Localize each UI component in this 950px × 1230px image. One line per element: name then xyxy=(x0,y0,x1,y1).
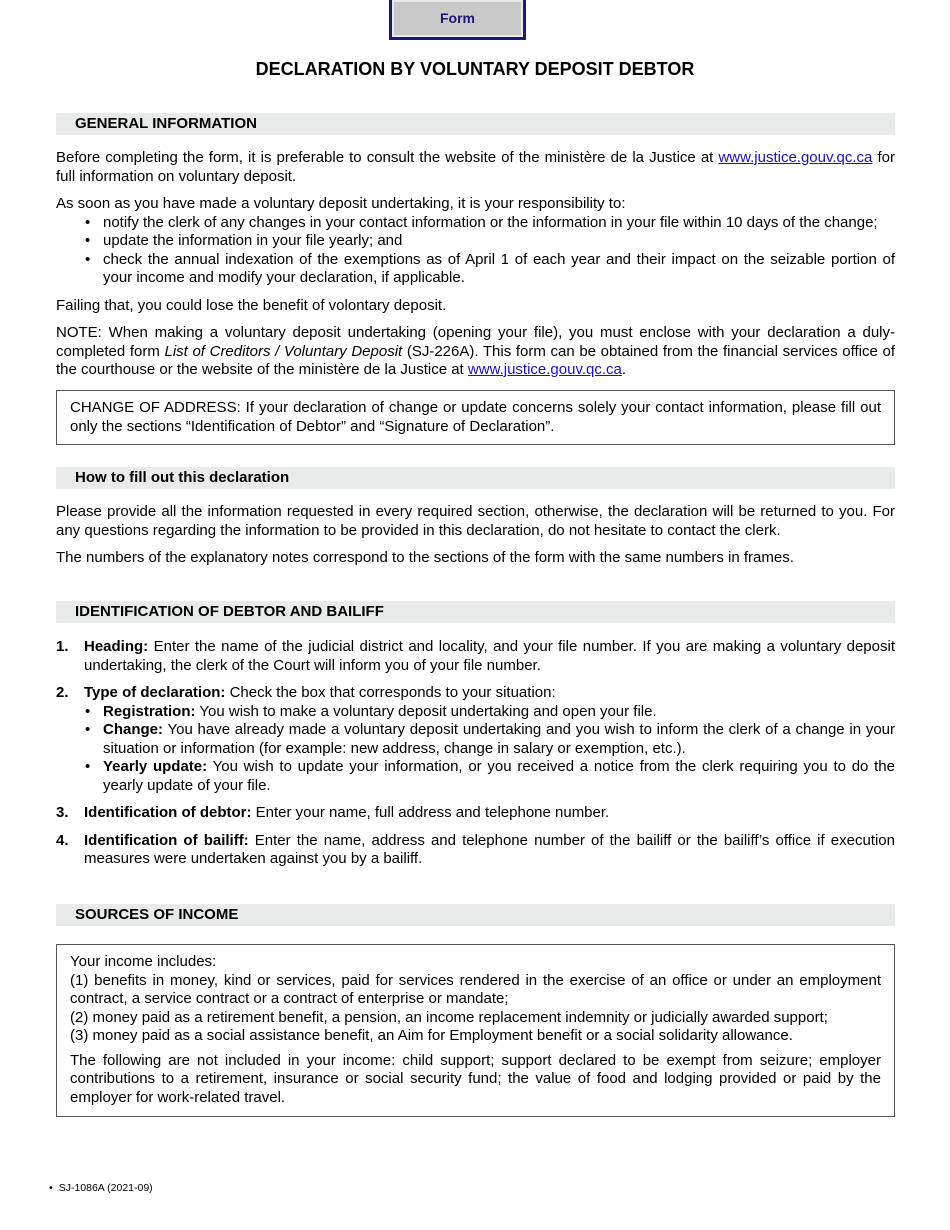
note-number: 2. xyxy=(56,684,69,701)
intro-text: Before completing the form, it is preferable to consult the website of the ministère de la Justice at xyxy=(56,149,719,166)
form-button[interactable]: Form xyxy=(389,0,526,40)
note-text: Enter your name, full address and telephone number. xyxy=(251,804,610,821)
identification-list xyxy=(56,638,895,869)
note-text-cont: (SJ-226A). This form can be obtained from the financial services office of the courthouse or the website of the ministère de la Justice at xyxy=(56,342,895,378)
page-title: DECLARATION BY VOLUNTARY DEPOSIT DEBTOR xyxy=(255,59,695,79)
income-line: (2) money paid as a retirement benefit, a pension, an income replacement indemnity or judicially awarded support; xyxy=(70,1008,828,1026)
failing-paragraph: Failing that, you could lose the benefit of volontary deposit. xyxy=(56,296,447,314)
howto-block xyxy=(56,503,895,568)
numbered-note xyxy=(56,638,895,675)
intro-paragraph xyxy=(56,149,895,186)
note-form-title: List of Creditors / Voluntary Deposit xyxy=(164,342,403,360)
note-number: 4. xyxy=(56,831,69,849)
income-excluded: The following are not included in your income: child support; support declared to be exempt from seizure; employer contributions to a retirement, insurance or social security fund; the value of food and lodging provided or paid by the employer for work-related travel. xyxy=(70,1051,881,1106)
sub-label: Change: xyxy=(103,721,163,738)
numbered-note xyxy=(56,832,895,869)
note-paragraph xyxy=(56,324,895,380)
justice-website-link-note[interactable]: www.justice.gouv.qc.ca xyxy=(467,361,622,378)
responsibility-list xyxy=(56,214,895,288)
note-text: NOTE: When making a voluntary deposit undertaking (opening your file), you must enclose with your declaration a duly-completed form xyxy=(56,324,895,360)
general-info-block xyxy=(56,149,895,380)
list-item xyxy=(84,758,895,795)
list-item xyxy=(84,703,895,722)
note-label: Type of declaration: xyxy=(84,684,226,701)
note-text: Enter the name of the judicial district and locality, and your file number. If you are making a voluntary deposit undertaking, the clerk of the Court will inform you of your file number. xyxy=(84,638,895,674)
howto-numbers-paragraph: The numbers of the explanatory notes correspond to the sections of the form with the same numbers in frames. xyxy=(56,549,794,566)
form-code: SJ-1086A (2021-09) xyxy=(58,1182,153,1194)
sub-text: You wish to update your information, or you received a notice from the clerk requiring you to do the yearly update of your file. xyxy=(103,758,895,794)
sub-label: Yearly update: xyxy=(103,758,208,775)
sub-text: You wish to make a voluntary deposit undertaking and open your file. xyxy=(195,702,657,720)
income-box xyxy=(56,944,895,1117)
list-item: • update the information in your file yearly; and xyxy=(56,232,895,251)
section-heading-howto: How to fill out this declaration xyxy=(56,467,895,489)
list-item: • check the annual indexation of the exemptions as of April 1 of each year and their impact on the seizable portion of your income and modify your declaration, if applicable. xyxy=(56,251,895,288)
numbered-note xyxy=(56,804,895,823)
declaration-type-list xyxy=(84,703,895,796)
note-period: . xyxy=(621,361,627,378)
bullet-dot: • xyxy=(49,1182,53,1194)
note-label: Identification of bailiff: xyxy=(84,831,249,849)
section-heading-income: SOURCES OF INCOME xyxy=(56,904,895,926)
sub-text: You have already made a voluntary deposit undertaking and you wish to inform the clerk of a change in your situation or information (for example: new address, change in salary or exemption, etc.). xyxy=(103,721,895,757)
change-of-address-box xyxy=(56,390,895,445)
sub-label: Registration: xyxy=(103,702,196,720)
form-code-footer xyxy=(49,1182,153,1195)
income-line: Your income includes: xyxy=(70,953,217,970)
change-of-address-text: CHANGE OF ADDRESS: If your declaration of change or update concerns solely your contact information, please fill out only the sections “Identification of Debtor” and “Signature of Declaration”. xyxy=(70,399,881,435)
list-item xyxy=(84,721,895,758)
note-number: 3. xyxy=(56,804,69,821)
note-number: 1. xyxy=(56,638,69,655)
note-text: Check the box that corresponds to your situation: xyxy=(225,684,556,701)
howto-paragraph: Please provide all the information requested in every required section, otherwise, the declaration will be returned to you. For any questions regarding the information to be provided in this declaration, do not hesitate to contact the clerk. xyxy=(56,503,895,539)
income-line: (3) money paid as a social assistance benefit, an Aim for Employment benefit or a social solidarity allowance. xyxy=(70,1027,793,1044)
note-text: Enter the name, address and telephone number of the bailiff or the bailiff’s office if execution measures were undertaken against you by a bailiff. xyxy=(84,831,895,867)
numbered-note xyxy=(56,684,895,795)
section-heading-identification: IDENTIFICATION OF DEBTOR AND BAILIFF xyxy=(56,601,895,623)
note-label: Identification of debtor: xyxy=(84,804,252,821)
responsibility-intro: As soon as you have made a voluntary deposit undertaking, it is your responsibility to: xyxy=(56,195,626,212)
note-label: Heading: xyxy=(84,638,149,655)
income-line: (1) benefits in money, kind or services, paid for services rendered in the exercise of an office or under an employment contract, a service contract or a contract of enterprise or mandate; xyxy=(70,971,881,1007)
section-heading-general: GENERAL INFORMATION xyxy=(56,113,895,135)
intro-text-end: for full information on voluntary deposit. xyxy=(56,149,895,185)
list-item: • notify the clerk of any changes in your contact information or the information in your file within 10 days of the change; xyxy=(56,214,895,233)
justice-website-link[interactable]: www.justice.gouv.qc.ca xyxy=(718,149,873,166)
